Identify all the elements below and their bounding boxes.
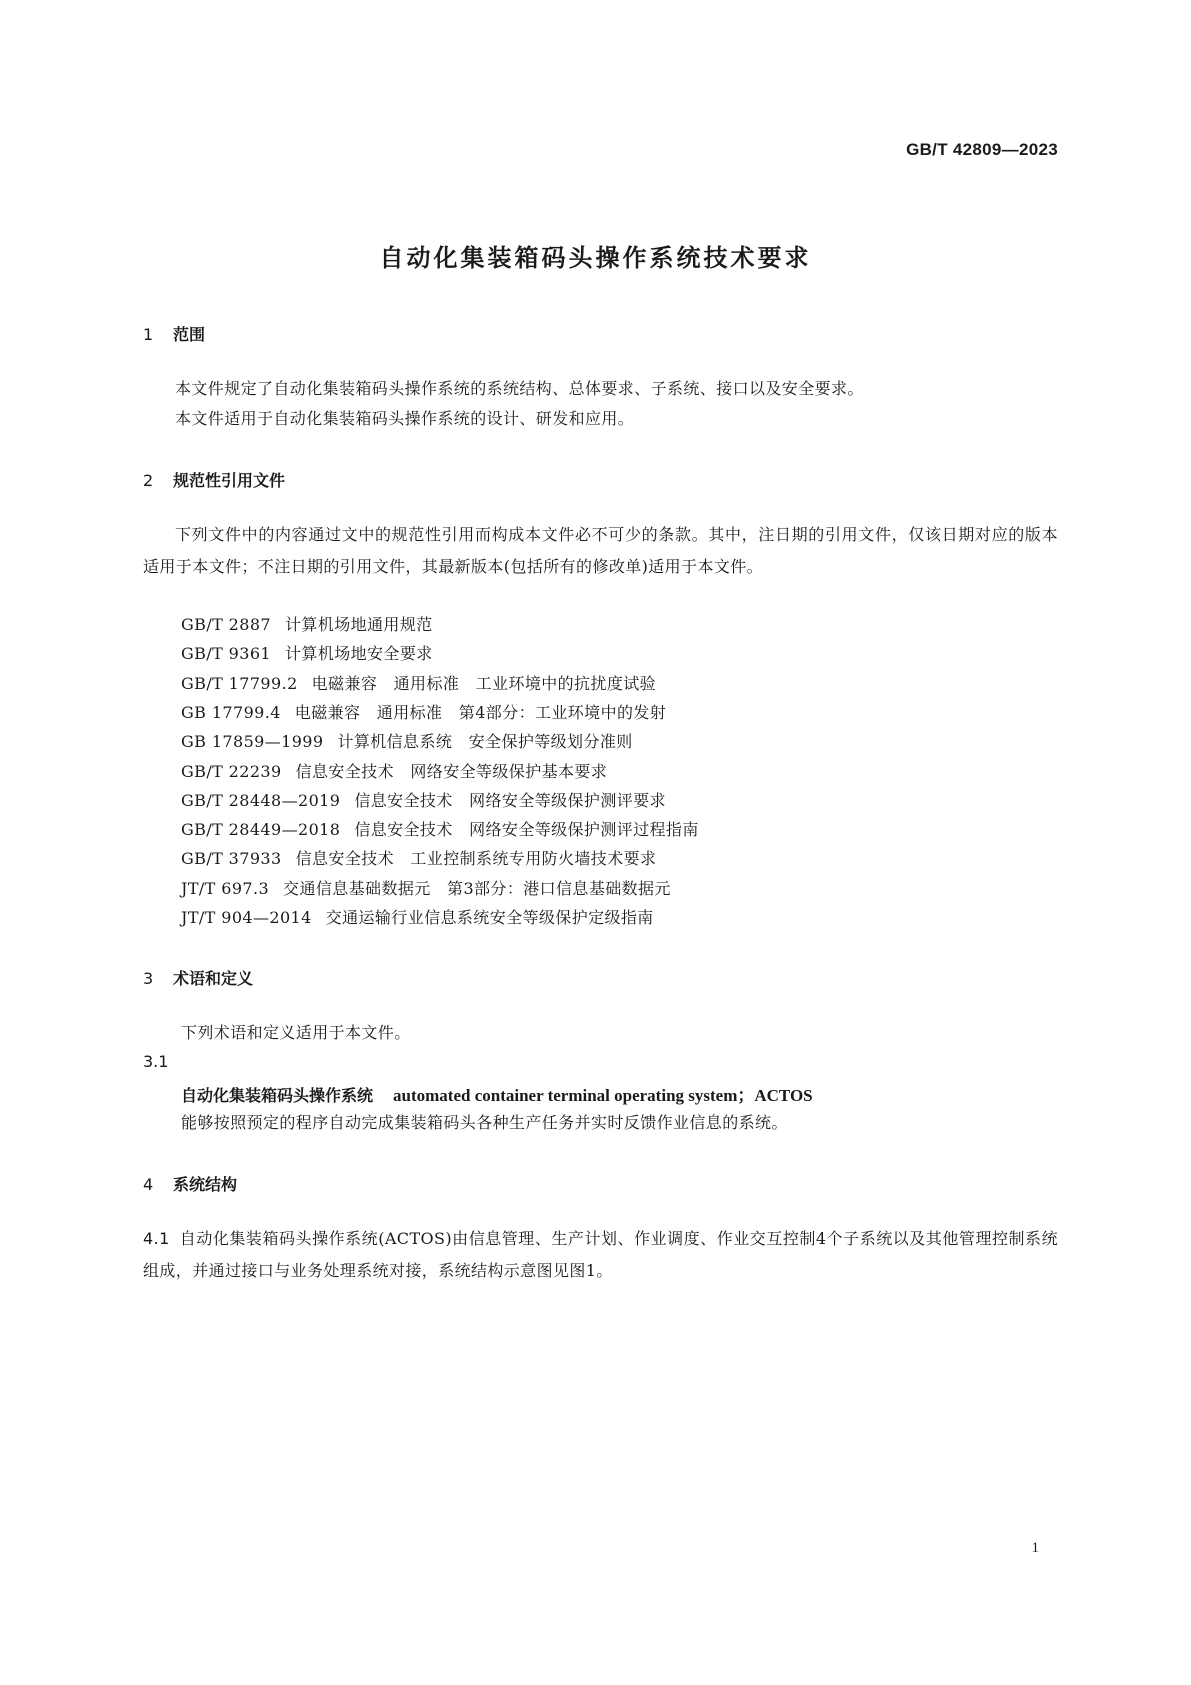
reference-item [181, 671, 656, 694]
scope-paragraph-1: 本文件规定了自动化集装箱码头操作系统的系统结构、总体要求、子系统、接口以及安全要求。 [175, 379, 864, 398]
reference-code: GB/T 9361 [181, 644, 272, 664]
section-4-heading [143, 1172, 237, 1195]
reference-code: GB/T 2887 [181, 615, 272, 634]
term-number: 3.1 [143, 1052, 169, 1071]
reference-code: GB 17859—1999 [181, 732, 324, 752]
section-number: 4 [143, 1175, 154, 1194]
reference-code: GB/T 22239 [181, 761, 282, 781]
reference-title: 交通信息基础数据元 第3部分：港口信息基础数据元 [283, 878, 671, 898]
reference-item [181, 729, 633, 752]
reference-title: 计算机场地通用规范 [285, 615, 433, 634]
reference-item [181, 612, 433, 635]
section-title: 系统结构 [173, 1175, 238, 1194]
reference-item [181, 700, 666, 723]
reference-title: 信息安全技术 网络安全等级保护测评过程指南 [354, 820, 699, 840]
section-3-heading [143, 966, 253, 989]
reference-item [181, 905, 654, 928]
reference-code: GB/T 37933 [181, 849, 282, 869]
standard-number: GB/T 42809—2023 [906, 140, 1058, 159]
references-intro: 下列文件中的内容通过文中的规范性引用而构成本文件必不可少的条款。其中，注日期的引用文件，仅该日期对应的版本适用于本文件；不注日期的引用文件，其最新版本(包括所有的修改单)适用于本文件。 [143, 525, 1058, 576]
section-title: 规范性引用文件 [173, 471, 286, 490]
term-definition: 能够按照预定的程序自动完成集装箱码头各种生产任务并实时反馈作业信息的系统。 [181, 1113, 788, 1132]
reference-title: 信息安全技术 工业控制系统专用防火墙技术要求 [295, 849, 657, 869]
reference-code: GB/T 17799.2 [181, 673, 298, 693]
section-1-heading [143, 322, 205, 345]
reference-item [181, 876, 671, 899]
term-entry [181, 1081, 813, 1106]
reference-item [181, 759, 607, 782]
section-number: 3 [143, 969, 154, 988]
reference-code: GB/T 28448—2019 [181, 790, 341, 810]
reference-title: 信息安全技术 网络安全等级保护基本要求 [295, 761, 608, 781]
reference-title: 交通运输行业信息系统安全等级保护定级指南 [325, 908, 654, 927]
reference-title: 计算机信息系统 安全保护等级划分准则 [337, 732, 633, 752]
clause-number: 4.1 [143, 1229, 170, 1248]
reference-title: 电磁兼容 通用标准 第4部分：工业环境中的发射 [294, 702, 667, 722]
section-number: 2 [143, 471, 154, 490]
clause-4-1 [143, 1223, 1058, 1286]
reference-item [181, 846, 656, 869]
reference-item [181, 641, 433, 664]
clause-text: 自动化集装箱码头操作系统(ACTOS)由信息管理、生产计划、作业调度、作业交互控制4个子系统以及其他管理控制系统组成，并通过接口与业务处理系统对接，系统结构示意图见图1。 [143, 1229, 1058, 1280]
reference-item [181, 817, 699, 840]
term-english: automated container terminal operating system；ACTOS [393, 1086, 813, 1105]
reference-code: JT/T 904—2014 [181, 908, 312, 927]
section-title: 范围 [173, 325, 206, 344]
reference-title: 电磁兼容 通用标准 工业环境中的抗扰度试验 [311, 673, 657, 693]
page-number: 1 [1031, 1540, 1039, 1556]
reference-item [181, 788, 666, 811]
term-chinese: 自动化集装箱码头操作系统 [181, 1086, 374, 1105]
section-title: 术语和定义 [173, 969, 254, 988]
reference-code: JT/T 697.3 [181, 878, 270, 898]
document-title: 自动化集装箱码头操作系统技术要求 [379, 244, 812, 272]
reference-title: 信息安全技术 网络安全等级保护测评要求 [354, 790, 666, 810]
scope-paragraph-2: 本文件适用于自动化集装箱码头操作系统的设计、研发和应用。 [175, 409, 635, 428]
terms-intro: 下列术语和定义适用于本文件。 [181, 1023, 411, 1042]
reference-code: GB 17799.4 [181, 702, 281, 722]
section-2-heading [143, 468, 285, 491]
reference-code: GB/T 28449—2018 [181, 820, 341, 840]
reference-title: 计算机场地安全要求 [285, 644, 433, 664]
section-number: 1 [143, 325, 154, 344]
